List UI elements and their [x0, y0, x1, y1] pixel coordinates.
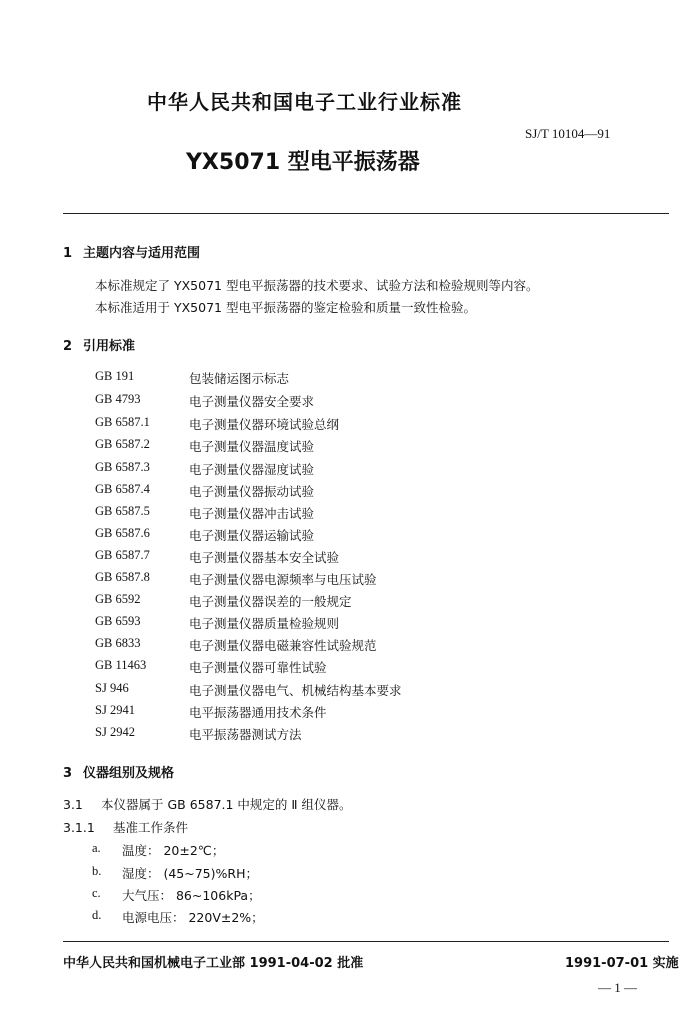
standard-code-item: SJ 946 — [95, 681, 129, 695]
condition-label: c. — [92, 886, 101, 900]
section-3-heading — [63, 762, 174, 781]
condition-label: a. — [92, 841, 101, 855]
clause-3-1 — [63, 795, 352, 813]
section-number: 2 — [63, 339, 73, 354]
standard-code-item: SJ 2941 — [95, 703, 135, 717]
section-1-heading — [63, 242, 200, 261]
standard-name-item: 电子测量仪器湿度试验 — [189, 462, 315, 477]
clause-number: 3.1.1 — [63, 820, 95, 835]
standard-code-item: GB 6587.5 — [95, 504, 150, 518]
standard-code-item: GB 11463 — [95, 658, 147, 672]
condition-text: 电源电压： 220V±2%； — [122, 910, 264, 925]
standard-name-item: 包装储运图示标志 — [189, 371, 290, 386]
standard-name-item: 电子测量仪器基本安全试验 — [189, 550, 340, 565]
standard-code-item: GB 6587.7 — [95, 548, 150, 562]
condition-label: d. — [92, 908, 102, 922]
section-1-paragraph-2: 本标准适用于 YX5071 型电平振荡器的鉴定检验和质量一致性检验。 — [95, 300, 476, 315]
section-title: 引用标准 — [83, 339, 136, 354]
standard-code-item: GB 6587.1 — [95, 415, 150, 429]
standard-name-item: 电子测量仪器环境试验总纲 — [189, 417, 340, 432]
footer-divider — [63, 941, 669, 942]
standard-name-item: 电子测量仪器冲击试验 — [189, 506, 315, 521]
standard-code-item: GB 6592 — [95, 592, 141, 606]
header-divider — [63, 213, 669, 214]
standard-code-item: SJ 2942 — [95, 725, 135, 739]
clause-text: 本仪器属于 GB 6587.1 中规定的 Ⅱ 组仪器。 — [101, 797, 352, 812]
standard-name-item: 电子测量仪器质量检验规则 — [189, 616, 340, 631]
section-number: 1 — [63, 246, 73, 261]
clause-text: 基准工作条件 — [113, 820, 189, 835]
standard-name-item: 电子测量仪器可靠性试验 — [189, 660, 327, 675]
standard-code-item: GB 6593 — [95, 614, 141, 628]
standard-code-item: GB 6833 — [95, 636, 141, 650]
standard-name-item: 电子测量仪器振动试验 — [189, 484, 315, 499]
standard-code-item: GB 6587.6 — [95, 526, 150, 540]
section-number: 3 — [63, 766, 73, 781]
standard-name-item: 电子测量仪器电磁兼容性试验规范 — [189, 638, 377, 653]
issuing-organization: 中华人民共和国电子工业行业标准 — [147, 90, 462, 114]
condition-text: 大气压： 86~106kPa； — [122, 888, 261, 903]
standard-code-item: GB 191 — [95, 369, 135, 383]
standard-name-item: 电子测量仪器温度试验 — [189, 439, 315, 454]
standard-name-item: 电平振荡器通用技术条件 — [189, 705, 327, 720]
standard-name-item: 电子测量仪器电源频率与电压试验 — [189, 572, 377, 587]
page-number: — 1 — — [598, 980, 637, 995]
standard-name-item: 电平振荡器测试方法 — [189, 727, 302, 742]
condition-text: 温度： 20±2℃； — [122, 843, 225, 858]
standard-code-item: GB 6587.4 — [95, 482, 150, 496]
standard-code-item: GB 4793 — [95, 392, 141, 406]
condition-text: 湿度： (45~75)%RH； — [122, 866, 258, 881]
standard-name-item: 电子测量仪器安全要求 — [189, 394, 315, 409]
clause-3-1-1 — [63, 818, 188, 836]
section-title: 主题内容与适用范围 — [83, 246, 201, 261]
standard-name-item: 电子测量仪器运输试验 — [189, 528, 315, 543]
condition-label: b. — [92, 864, 102, 878]
section-title: 仪器组别及规格 — [83, 766, 175, 781]
standard-code-item: GB 6587.2 — [95, 437, 150, 451]
clause-number: 3.1 — [63, 797, 83, 812]
section-2-heading — [63, 335, 135, 354]
effective-date: 1991-07-01 实施 — [565, 956, 679, 971]
standard-code-item: GB 6587.3 — [95, 460, 150, 474]
standard-code-item: GB 6587.8 — [95, 570, 150, 584]
document-title: YX5071 型电平振荡器 — [186, 150, 420, 175]
section-1-paragraph-1: 本标准规定了 YX5071 型电平振荡器的技术要求、试验方法和检验规则等内容。 — [95, 278, 539, 293]
standard-name-item: 电子测量仪器误差的一般规定 — [189, 594, 352, 609]
approval-line: 中华人民共和国机械电子工业部 1991-04-02 批准 — [63, 956, 364, 971]
standard-name-item: 电子测量仪器电气、机械结构基本要求 — [189, 683, 402, 698]
standard-code: SJ/T 10104—91 — [525, 126, 611, 141]
